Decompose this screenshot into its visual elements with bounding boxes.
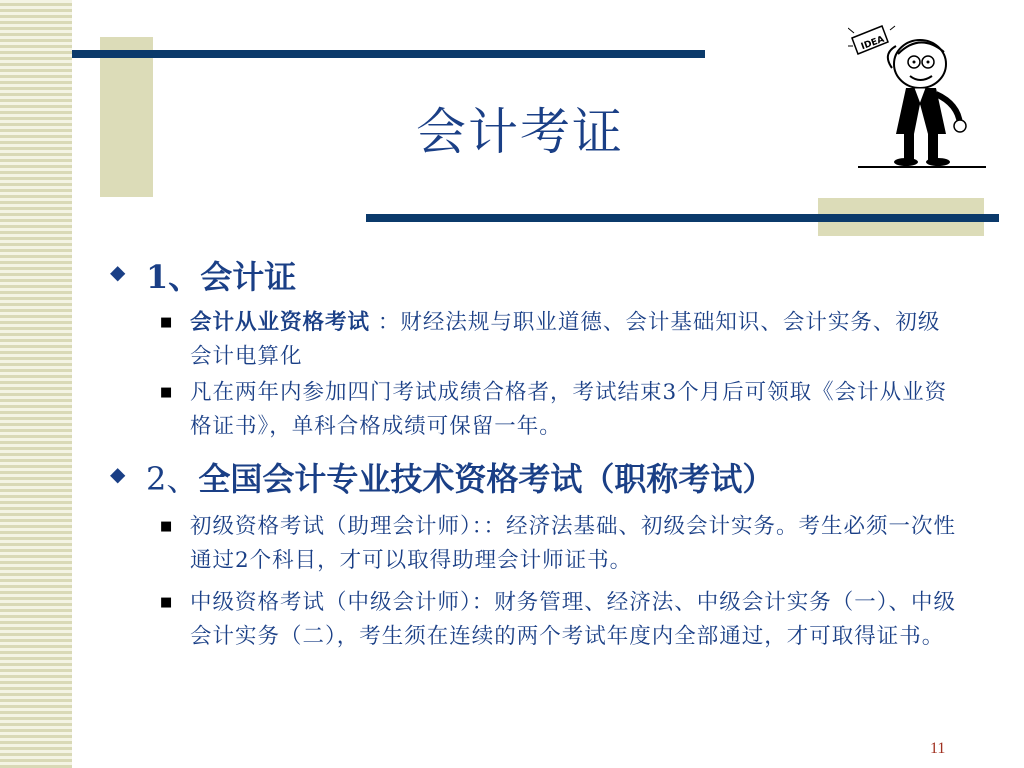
section-heading-text: 全国会计专业技术资格考试（职称考试） [198, 460, 775, 498]
diamond-bullet-icon: ◆ [110, 260, 126, 284]
title-accent-block [100, 37, 153, 197]
section-number: 1、 [146, 258, 201, 296]
title-top-rule [72, 50, 705, 58]
square-bullet-icon: ■ [160, 595, 173, 610]
list-item [160, 306, 960, 374]
idea-sign-text: IDEA [859, 34, 886, 53]
idea-sign-icon [848, 26, 895, 54]
list-item-text: 初级资格考试（助理会计师）：：经济法基础、初级会计实务。考生必须一次性通过2个科目，才可以取得助理会计师证书。 [190, 514, 957, 573]
list-item-text: 凡在两年内参加四门考试成绩合格者，考试结束3个月后可领取《会计从业资格证书》，单科合格成绩可保留一年。 [190, 380, 948, 439]
page-number: 11 [930, 740, 946, 757]
square-bullet-icon: ■ [160, 315, 173, 330]
title-bottom-rule [366, 214, 999, 222]
idea-man-clipart [848, 24, 988, 170]
square-bullet-icon: ■ [160, 519, 173, 534]
list-item [160, 510, 960, 578]
section-heading-text: 会计证 [200, 258, 297, 296]
list-item [160, 376, 960, 444]
square-bullet-icon: ■ [160, 385, 173, 400]
left-stripe-decoration [0, 0, 72, 768]
list-item-bold-text: 会计从业资格考试 [190, 310, 371, 335]
list-item-text: ：财经法规与职业道德、会计基础知识、会计实务、初级会计电算化 [190, 310, 941, 369]
slide-title: 会计考证 [416, 103, 624, 161]
section-number: 2、 [146, 460, 199, 498]
diamond-bullet-icon: ◆ [110, 462, 126, 486]
list-item-text: 中级资格考试（中级会计师）：财务管理、经济法、中级会计实务（一）、中级会计实务（二），考生须在连续的两个考试年度内全部通过，才可取得证书。 [190, 590, 957, 649]
list-item [160, 586, 960, 654]
